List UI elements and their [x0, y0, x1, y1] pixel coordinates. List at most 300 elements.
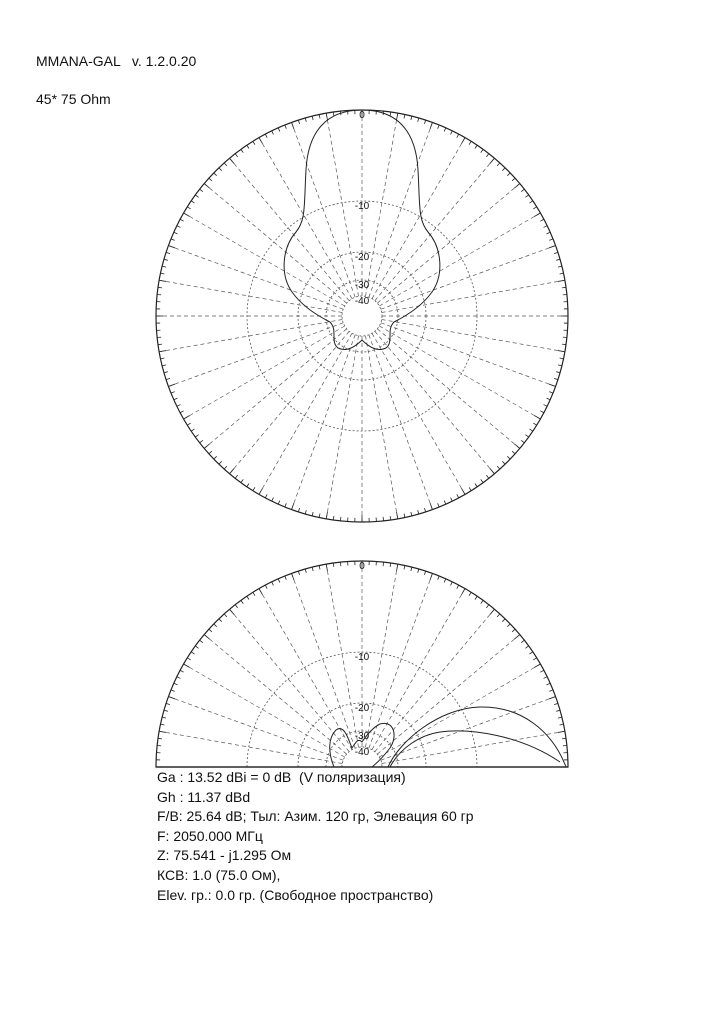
grid-spoke: [326, 336, 358, 519]
tick-mark: [481, 149, 483, 152]
tick-mark: [166, 378, 170, 379]
tick-mark: [265, 494, 267, 498]
frequency-line: F: 2050.000 МГц: [157, 827, 263, 844]
grid-spoke: [184, 664, 345, 757]
grid-spoke: [292, 122, 356, 297]
tick-mark: [230, 158, 234, 163]
tick-mark: [547, 232, 551, 234]
tick-mark: [298, 508, 299, 512]
grid-spoke: [379, 664, 540, 757]
tick-mark: [486, 154, 488, 157]
tick-mark: [451, 582, 453, 586]
tick-mark: [544, 226, 548, 228]
tick-mark: [534, 213, 540, 217]
grid-spoke: [204, 329, 346, 449]
app-title: MMANA-GAL v. 1.2.0.20: [36, 53, 197, 69]
tick-mark: [549, 384, 556, 386]
swr-line: КСВ: 1.0 (75.0 Ом),: [157, 866, 281, 883]
tick-mark: [177, 226, 181, 228]
tick-mark: [514, 635, 519, 639]
tick-mark: [529, 652, 532, 654]
tick-mark: [219, 168, 222, 171]
grid-spoke: [379, 213, 540, 306]
tick-mark: [292, 503, 294, 510]
grid-spoke: [168, 323, 343, 387]
tick-mark: [272, 582, 274, 586]
tick-mark: [171, 239, 175, 240]
tick-mark: [525, 646, 528, 648]
tick-mark: [521, 440, 524, 442]
grid-spoke: [382, 731, 565, 763]
tick-mark: [462, 138, 466, 144]
tick-mark: [184, 416, 190, 420]
tick-mark: [164, 372, 168, 373]
tick-mark: [549, 239, 553, 240]
tick-mark: [554, 703, 558, 704]
tick-mark: [556, 372, 560, 373]
grid-spoke: [292, 573, 356, 748]
tick-mark: [259, 488, 263, 494]
tick-mark: [171, 392, 175, 393]
tick-mark: [200, 440, 203, 442]
tick-mark: [204, 184, 209, 188]
tick-mark: [298, 120, 299, 124]
horizontal-plot-ticks: [156, 110, 568, 522]
tick-mark: [253, 487, 255, 490]
tick-mark: [430, 573, 432, 580]
tick-mark: [507, 173, 510, 176]
tick-mark: [265, 585, 267, 589]
tick-mark: [272, 498, 274, 502]
tick-mark: [214, 624, 217, 627]
tick-mark: [164, 710, 168, 711]
tick-mark: [544, 405, 548, 407]
tick-mark: [444, 128, 446, 132]
tick-mark: [278, 128, 280, 132]
tick-mark: [411, 567, 412, 571]
tick-mark: [514, 184, 519, 188]
tick-mark: [490, 468, 494, 473]
grid-spoke: [372, 589, 465, 750]
tick-mark: [390, 563, 391, 567]
grid-spoke: [372, 333, 465, 494]
tick-mark: [451, 131, 453, 135]
grid-spoke: [379, 326, 540, 419]
tick-mark: [312, 567, 313, 571]
horizontal-polar-plot: [156, 110, 568, 522]
h-ring-label-40: -40: [354, 296, 370, 307]
tick-mark: [558, 365, 562, 366]
grid-spoke: [168, 697, 343, 761]
tick-mark: [285, 125, 286, 129]
tick-mark: [158, 344, 162, 345]
tick-mark: [162, 266, 166, 267]
horizontal-plot-grid: [156, 110, 568, 522]
tick-mark: [562, 344, 566, 345]
tick-mark: [326, 512, 327, 519]
tick-mark: [404, 514, 405, 518]
tick-mark: [200, 189, 203, 191]
tick-mark: [502, 619, 505, 622]
gain-ga-line: Ga : 13.52 dBi = 0 dB (V поляризация): [157, 769, 406, 785]
tick-mark: [502, 168, 505, 171]
tick-mark: [418, 510, 419, 514]
tick-mark: [200, 640, 203, 642]
tick-mark: [326, 564, 327, 571]
tick-mark: [162, 717, 166, 718]
tick-mark: [224, 163, 227, 166]
tick-mark: [191, 201, 194, 203]
grid-spoke: [159, 319, 342, 351]
grid-spoke: [377, 184, 519, 304]
tick-mark: [230, 468, 234, 473]
tick-mark: [180, 670, 184, 672]
tick-mark: [162, 365, 166, 366]
tick-mark: [319, 115, 320, 119]
tick-mark: [204, 444, 209, 448]
tick-mark: [457, 585, 459, 589]
tick-mark: [411, 116, 412, 120]
tick-mark: [161, 273, 165, 274]
h-ring-label-0: 0: [359, 110, 365, 121]
grid-spoke: [381, 697, 556, 761]
tick-mark: [554, 378, 558, 379]
tick-mark: [177, 405, 181, 407]
grid-spoke: [382, 280, 565, 312]
tick-mark: [486, 475, 488, 478]
grid-spoke: [159, 731, 342, 763]
tick-mark: [514, 444, 519, 448]
tick-mark: [219, 461, 222, 464]
tick-mark: [481, 479, 483, 482]
tick-mark: [168, 697, 175, 699]
tick-mark: [558, 731, 565, 732]
gain-gh-line: Gh : 11.37 dBd: [157, 788, 251, 805]
outer-ring: [156, 110, 568, 522]
tick-mark: [305, 510, 306, 514]
tick-mark: [247, 596, 249, 599]
tick-mark: [469, 592, 471, 595]
tick-mark: [424, 508, 425, 512]
tick-mark: [224, 466, 227, 469]
tick-mark: [549, 246, 556, 248]
tick-mark: [558, 717, 562, 718]
tick-mark: [469, 487, 471, 490]
tick-mark: [265, 134, 267, 138]
tick-mark: [259, 589, 263, 595]
v-ring-label-0: 0: [359, 561, 365, 572]
tick-mark: [525, 435, 528, 437]
tick-mark: [209, 178, 212, 181]
tick-mark: [195, 646, 198, 648]
grid-spoke: [326, 564, 358, 747]
tick-mark: [164, 259, 168, 260]
tick-mark: [209, 629, 212, 632]
tick-mark: [305, 118, 306, 122]
tick-mark: [558, 280, 565, 281]
h-ring-label-20: -20: [354, 252, 370, 263]
grid-spoke: [230, 158, 350, 300]
grid-spoke: [230, 609, 350, 751]
tick-mark: [259, 138, 263, 144]
tick-mark: [397, 564, 398, 571]
tick-mark: [512, 178, 515, 181]
tick-mark: [159, 351, 166, 352]
tick-mark: [462, 488, 466, 494]
tick-mark: [292, 122, 294, 129]
tick-mark: [558, 351, 565, 352]
tick-mark: [540, 219, 544, 221]
tick-mark: [497, 614, 500, 617]
grid-spoke: [259, 138, 352, 299]
tick-mark: [158, 738, 162, 739]
grid-spoke: [259, 589, 352, 750]
tick-mark: [424, 120, 425, 124]
grid-spoke: [365, 564, 397, 747]
tick-mark: [502, 461, 505, 464]
tick-mark: [444, 501, 446, 505]
tick-mark: [161, 358, 165, 359]
tick-mark: [521, 189, 524, 191]
tick-mark: [184, 213, 190, 217]
tick-mark: [521, 640, 524, 642]
tick-mark: [195, 195, 198, 197]
tick-mark: [166, 252, 170, 253]
tick-mark: [525, 195, 528, 197]
tick-mark: [451, 498, 453, 502]
tick-mark: [241, 600, 243, 603]
tick-mark: [475, 483, 477, 486]
antenna-info-block: [157, 768, 474, 905]
tick-mark: [219, 619, 222, 622]
tick-mark: [209, 451, 212, 454]
tick-mark: [533, 658, 536, 660]
grid-spoke: [375, 331, 495, 473]
grid-spoke: [159, 280, 342, 312]
grid-spoke: [375, 609, 495, 751]
grid-spoke: [259, 333, 352, 494]
v-ring-label-20: -20: [354, 703, 370, 714]
tick-mark: [298, 571, 299, 575]
tick-mark: [544, 677, 548, 679]
tick-mark: [562, 287, 566, 288]
vertical-radiation-pattern: [388, 707, 566, 767]
tick-mark: [529, 429, 532, 431]
tick-mark: [241, 479, 243, 482]
grid-ring: [247, 201, 477, 431]
tick-mark: [512, 629, 515, 632]
tick-mark: [390, 516, 391, 520]
grid-spoke: [184, 213, 345, 306]
tick-mark: [430, 122, 432, 129]
tick-mark: [397, 113, 398, 120]
h-ring-label-30: -30: [354, 280, 370, 291]
tick-mark: [159, 731, 166, 732]
tick-mark: [430, 503, 432, 510]
tick-mark: [187, 658, 190, 660]
tick-mark: [224, 614, 227, 617]
tick-mark: [166, 703, 170, 704]
tick-mark: [253, 141, 255, 144]
tick-mark: [214, 456, 217, 459]
h-ring-label-10: -10: [354, 201, 370, 212]
elevation-ground-line: Elev. гр.: 0.0 гр. (Свободное пространство): [157, 886, 434, 903]
tick-mark: [560, 724, 564, 725]
tick-mark: [230, 609, 234, 614]
tick-mark: [418, 118, 419, 122]
tick-mark: [444, 579, 446, 583]
tick-mark: [507, 456, 510, 459]
tick-mark: [490, 609, 494, 614]
tick-mark: [305, 569, 306, 573]
grid-spoke: [381, 246, 556, 310]
tick-mark: [481, 600, 483, 603]
grid-spoke: [204, 184, 346, 304]
tick-mark: [191, 652, 194, 654]
v-ring-label-30: -30: [354, 731, 370, 742]
tick-mark: [497, 163, 500, 166]
tick-mark: [438, 576, 439, 580]
tick-mark: [326, 113, 327, 120]
tick-mark: [390, 112, 391, 116]
tick-mark: [469, 141, 471, 144]
tick-mark: [556, 259, 560, 260]
tick-mark: [547, 398, 551, 400]
tick-mark: [534, 416, 540, 420]
tick-mark: [333, 563, 334, 567]
grid-spoke: [230, 331, 350, 473]
grid-spoke: [204, 635, 346, 755]
tick-mark: [333, 112, 334, 116]
grid-spoke: [381, 323, 556, 387]
tick-mark: [319, 514, 320, 518]
tick-mark: [235, 154, 237, 157]
tick-mark: [187, 423, 190, 425]
tick-mark: [333, 516, 334, 520]
tick-mark: [158, 287, 162, 288]
tick-mark: [547, 683, 551, 685]
tick-mark: [397, 512, 398, 519]
tick-mark: [253, 592, 255, 595]
impedance-line: Z: 75.541 - j1.295 Ом: [157, 847, 292, 864]
tick-mark: [411, 512, 412, 516]
tick-mark: [319, 566, 320, 570]
grid-spoke: [168, 246, 343, 310]
tick-mark: [285, 503, 286, 507]
grid-spoke: [369, 122, 433, 297]
tick-mark: [191, 429, 194, 431]
tick-mark: [486, 605, 488, 608]
tick-mark: [247, 145, 249, 148]
tick-mark: [558, 266, 562, 267]
tick-mark: [438, 503, 439, 507]
tick-mark: [177, 677, 181, 679]
tick-mark: [424, 571, 425, 575]
tick-mark: [272, 131, 274, 135]
tick-mark: [195, 435, 198, 437]
tick-mark: [404, 566, 405, 570]
front-back-line: F/B: 25.64 dB; Тыл: Азим. 120 гр, Элевация 60 гр: [157, 808, 474, 825]
tick-mark: [549, 392, 553, 393]
tick-mark: [462, 589, 466, 595]
tick-mark: [241, 149, 243, 152]
grid-spoke: [377, 329, 519, 449]
tick-mark: [180, 411, 184, 413]
grid-spoke: [326, 113, 358, 296]
vertical-polar-plot: [156, 561, 568, 767]
tick-mark: [168, 384, 175, 386]
tick-mark: [560, 358, 564, 359]
tick-mark: [475, 596, 477, 599]
tick-mark: [184, 664, 190, 668]
tick-mark: [187, 207, 190, 209]
tick-mark: [168, 246, 175, 248]
tick-mark: [159, 280, 166, 281]
v-ring-label-40: -40: [354, 747, 370, 758]
tick-mark: [562, 738, 566, 739]
antenna-subtitle: 45* 75 Ohm: [36, 91, 111, 107]
tick-mark: [235, 475, 237, 478]
tick-mark: [533, 207, 536, 209]
tick-mark: [214, 173, 217, 176]
tick-mark: [180, 219, 184, 221]
tick-mark: [278, 501, 280, 505]
tick-mark: [418, 569, 419, 573]
tick-mark: [171, 690, 175, 691]
tick-mark: [507, 624, 510, 627]
tick-mark: [554, 252, 558, 253]
tick-mark: [247, 483, 249, 486]
tick-mark: [475, 145, 477, 148]
tick-mark: [312, 116, 313, 120]
tick-mark: [285, 576, 286, 580]
grid-spoke: [365, 113, 397, 296]
tick-mark: [549, 697, 556, 699]
tick-mark: [312, 512, 313, 516]
tick-mark: [556, 710, 560, 711]
grid-spoke: [369, 573, 433, 748]
grid-spoke: [375, 158, 495, 300]
tick-mark: [529, 201, 532, 203]
grid-spoke: [372, 138, 465, 299]
grid-spoke: [382, 319, 565, 351]
tick-mark: [204, 635, 209, 639]
tick-mark: [560, 273, 564, 274]
tick-mark: [490, 158, 494, 163]
tick-mark: [278, 579, 280, 583]
v-ring-label-10: -10: [354, 652, 370, 663]
grid-spoke: [365, 336, 397, 519]
tick-mark: [533, 423, 536, 425]
grid-spoke: [292, 335, 356, 510]
tick-mark: [174, 683, 178, 685]
tick-mark: [292, 573, 294, 580]
tick-mark: [174, 398, 178, 400]
tick-mark: [438, 125, 439, 129]
tick-mark: [497, 466, 500, 469]
grid-spoke: [369, 335, 433, 510]
tick-mark: [534, 664, 540, 668]
tick-mark: [174, 232, 178, 234]
tick-mark: [404, 115, 405, 119]
tick-mark: [161, 724, 165, 725]
grid-spoke: [184, 326, 345, 419]
tick-mark: [540, 670, 544, 672]
tick-mark: [457, 134, 459, 138]
tick-mark: [512, 451, 515, 454]
tick-mark: [549, 690, 553, 691]
tick-mark: [457, 494, 459, 498]
